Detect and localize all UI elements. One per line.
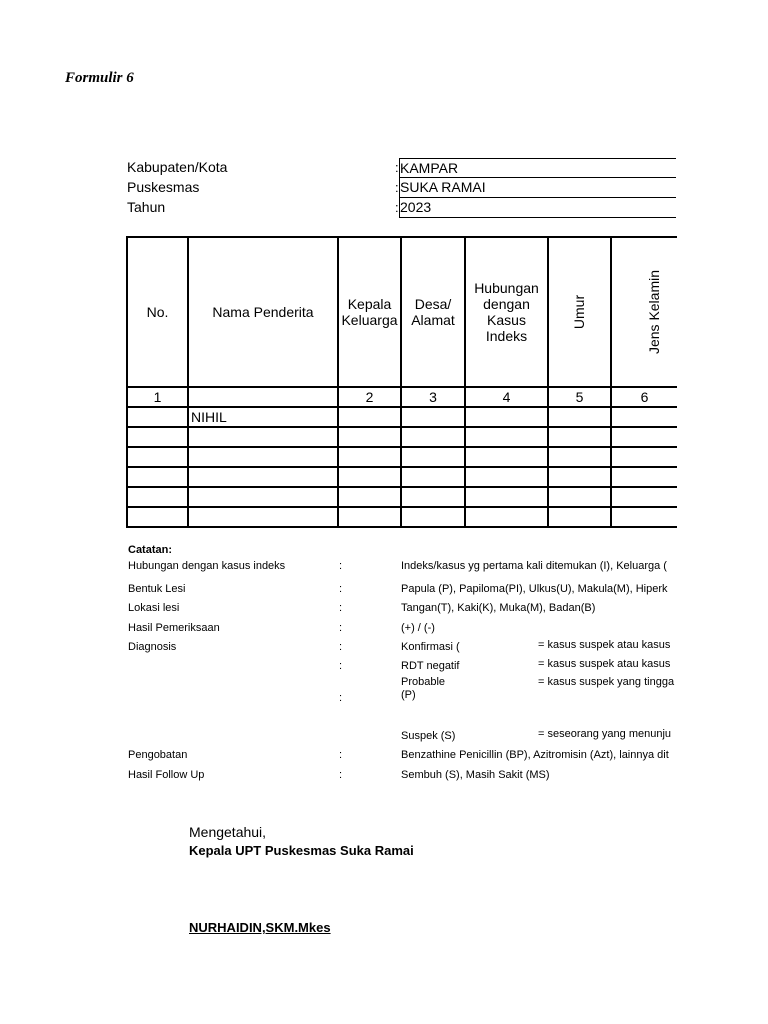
header-jenis-kelamin (611, 237, 677, 387)
table-cell (127, 487, 188, 507)
table-cell (401, 447, 465, 467)
header-desa-line1: Desa/ (414, 296, 452, 312)
column-number: 3 (401, 387, 465, 407)
note-hubungan-label: Hubungan dengan kasus indeks (128, 560, 286, 572)
table-cell (548, 487, 611, 507)
note-hasil-label: Hasil Pemeriksaan (128, 622, 220, 634)
note-probable-value-1: Probable (401, 676, 446, 688)
table-row (127, 407, 677, 427)
table-cell (338, 447, 401, 467)
note-colon: : (339, 602, 343, 614)
notes-title: Catatan: (128, 544, 173, 556)
table-cell (401, 427, 465, 447)
note-lokasi-value: Tangan(T), Kaki(K), Muka(M), Badan(B) (401, 602, 596, 614)
patient-name-cell (188, 507, 338, 527)
table-cell (401, 507, 465, 527)
kabupaten-value: KAMPAR (399, 158, 676, 178)
note-rdt-value: RDT negatif (401, 660, 460, 672)
table-cell (127, 427, 188, 447)
table-row (127, 467, 677, 487)
note-pengobatan-value: Benzathine Penicillin (BP), Azitromisin (Azt), lainnya dit (401, 749, 669, 761)
patient-table (126, 236, 677, 528)
note-rdt-desc: = kasus suspek atau kasus (538, 658, 671, 670)
table-cell (338, 507, 401, 527)
header-hub-line2: dengan (483, 296, 530, 312)
table-cell (127, 407, 188, 427)
patient-name-cell (188, 447, 338, 467)
note-diagnosis-label: Diagnosis (128, 641, 177, 653)
table-cell (127, 467, 188, 487)
patient-name-cell: NIHIL (188, 407, 338, 427)
table-cell (611, 427, 677, 447)
note-colon: : (339, 769, 343, 781)
table-cell (548, 467, 611, 487)
table-cell (465, 487, 548, 507)
note-konfirmasi-desc: = kasus suspek atau kasus (538, 639, 671, 651)
table-cell (127, 447, 188, 467)
table-cell (465, 407, 548, 427)
note-colon: : (339, 560, 343, 572)
table-row (127, 507, 677, 527)
table-cell (548, 507, 611, 527)
table-cell (611, 467, 677, 487)
note-probable-value-2: (P) (401, 689, 416, 701)
header-jenis-text: Jens Kelamin (646, 269, 663, 355)
header-kepala-line1: Kepala (347, 296, 392, 312)
tahun-label: Tahun (127, 199, 166, 215)
table-cell (338, 467, 401, 487)
note-suspek-value: Suspek (S) (401, 730, 456, 742)
table-cell (465, 427, 548, 447)
note-lokasi-label: Lokasi lesi (128, 602, 180, 614)
note-pengobatan-label: Pengobatan (128, 749, 188, 761)
puskesmas-label: Puskesmas (127, 179, 200, 195)
table-cell (127, 507, 188, 527)
table-cell (611, 447, 677, 467)
header-nama: Nama Penderita (188, 237, 338, 387)
note-probable-desc: = kasus suspek yang tingga (538, 676, 675, 688)
table-cell (465, 447, 548, 467)
signature-greeting: Mengetahui, (189, 824, 267, 840)
header-kepala-keluarga (338, 237, 401, 387)
note-bentuk-value: Papula (P), Papiloma(PI), Ulkus(U), Makula(M), Hiperk (401, 583, 668, 595)
table-row (127, 427, 677, 447)
table-cell (401, 407, 465, 427)
table-cell (338, 407, 401, 427)
patient-name-cell (188, 427, 338, 447)
form-title: Formulir 6 (65, 70, 134, 86)
table-cell (465, 467, 548, 487)
table-cell (338, 427, 401, 447)
header-hub-line4: Indeks (485, 328, 528, 344)
header-kepala-line2: Keluarga (341, 312, 398, 328)
table-cell (548, 407, 611, 427)
column-number: 2 (338, 387, 401, 407)
column-number: 5 (548, 387, 611, 407)
column-number: 1 (127, 387, 188, 407)
header-desa-alamat (401, 237, 465, 387)
header-desa-line2: Alamat (411, 312, 455, 328)
table-cell (338, 487, 401, 507)
signature-position: Kepala UPT Puskesmas Suka Ramai (189, 843, 414, 858)
header-umur (548, 237, 611, 387)
note-colon: : (339, 749, 343, 761)
note-hasil-value: (+) / (-) (401, 622, 435, 634)
note-colon: : (339, 583, 343, 595)
header-hub-line3: Kasus (487, 312, 526, 328)
table-row (127, 447, 677, 467)
table-cell (611, 407, 677, 427)
note-followup-value: Sembuh (S), Masih Sakit (MS) (401, 769, 550, 781)
patient-name-cell (188, 487, 338, 507)
note-suspek-desc: = seseorang yang menunju (538, 728, 672, 740)
puskesmas-value: SUKA RAMAI (399, 178, 676, 198)
signature-name: NURHAIDIN,SKM.Mkes (189, 920, 331, 935)
note-bentuk-label: Bentuk Lesi (128, 583, 186, 595)
table-cell (548, 447, 611, 467)
kabupaten-colon: : (395, 160, 399, 175)
note-colon: : (339, 660, 343, 672)
header-umur-text: Umur (571, 294, 588, 330)
puskesmas-colon: : (395, 180, 399, 195)
table-header-row (127, 237, 677, 387)
table-cell (401, 467, 465, 487)
header-hub-line1: Hubungan (474, 280, 539, 296)
note-colon: : (339, 641, 343, 653)
table-cell (611, 487, 677, 507)
table-cell (548, 427, 611, 447)
column-number: 4 (465, 387, 548, 407)
column-number (188, 387, 338, 407)
header-no: No. (127, 237, 188, 387)
column-number: 6 (611, 387, 677, 407)
column-number-row (127, 387, 677, 407)
table-row (127, 487, 677, 507)
note-konfirmasi-value: Konfirmasi ( (401, 641, 460, 653)
note-colon: : (339, 622, 343, 634)
table-cell (401, 487, 465, 507)
patient-name-cell (188, 467, 338, 487)
note-followup-label: Hasil Follow Up (128, 769, 205, 781)
note-hubungan-value: Indeks/kasus yg pertama kali ditemukan (I), Keluarga ( (401, 560, 667, 572)
note-colon: : (339, 692, 343, 704)
tahun-value: 2023 (399, 198, 676, 218)
tahun-colon: : (395, 200, 399, 215)
kabupaten-label: Kabupaten/Kota (127, 159, 228, 175)
header-hubungan (465, 237, 548, 387)
table-cell (611, 507, 677, 527)
table-cell (465, 507, 548, 527)
